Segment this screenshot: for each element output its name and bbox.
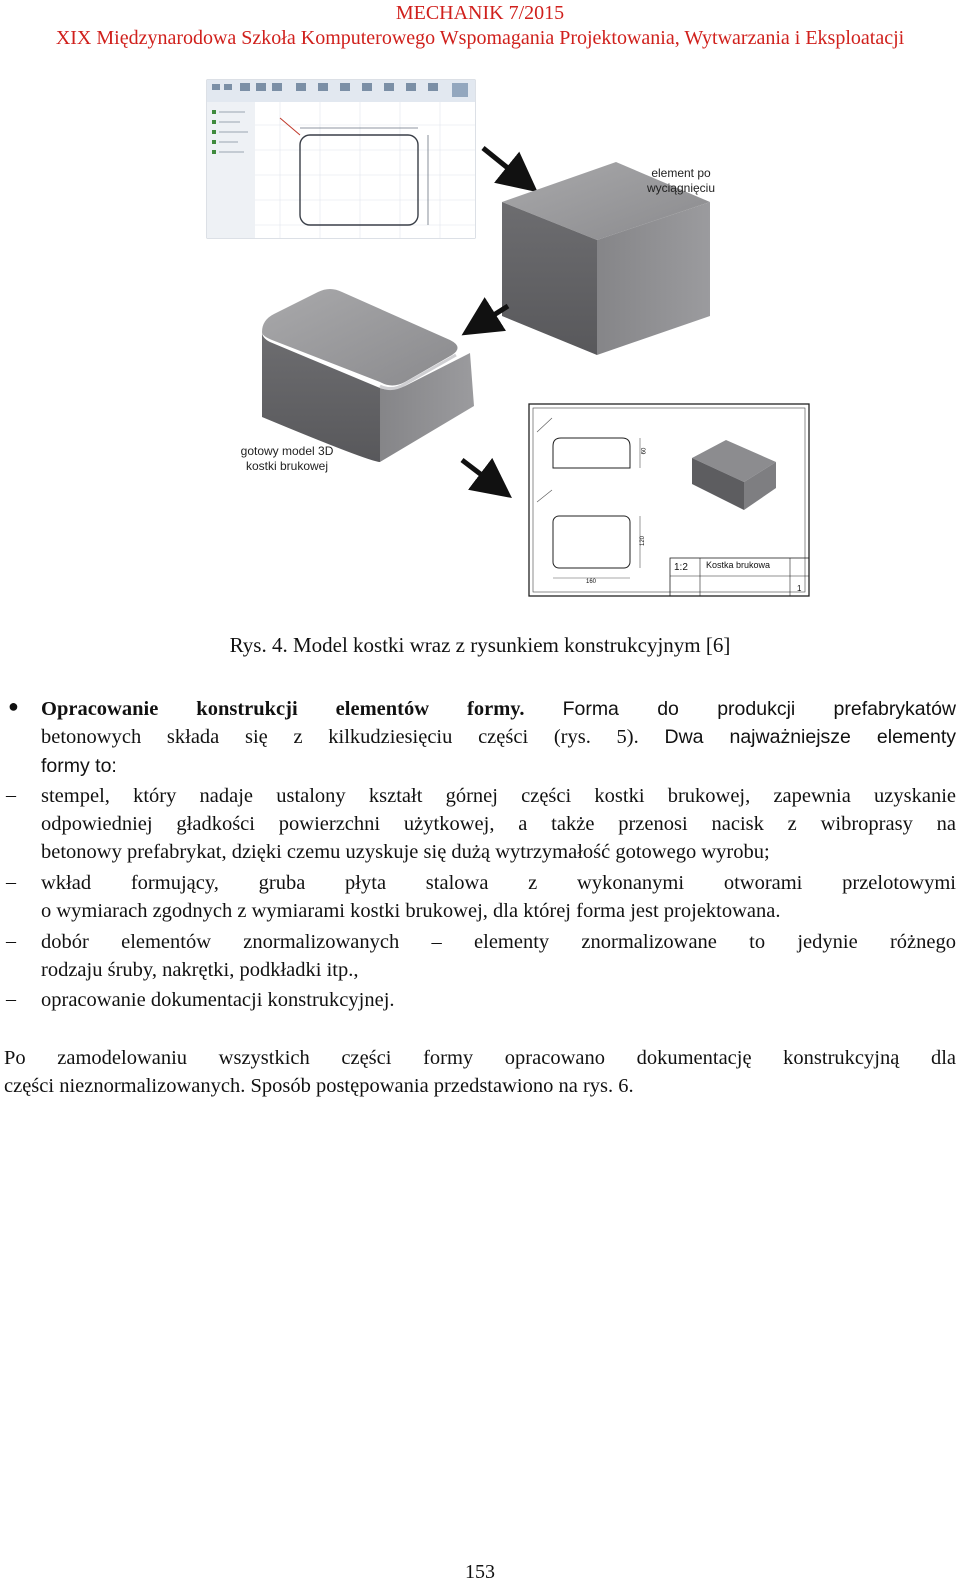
label-extruded: element po wyciągnięciu (646, 166, 716, 195)
list-item-1-line-3: betonowy prefabrykat, dzięki czemu uzyskuje się dużą wytrzymałość gotowego wyrobu; (41, 841, 770, 863)
arrow-drawing (462, 460, 504, 492)
dash-3: – (6, 930, 16, 952)
bullet-marker: ● (8, 696, 19, 716)
rounded-paver-model (262, 289, 474, 462)
arrow-extrude (483, 148, 530, 186)
figure-4 (0, 70, 960, 610)
drawing-title: Kostka brukowa (706, 560, 771, 570)
closing-line-1: Po zamodelowaniu wszystkich części formy opracowano dokumentację konstrukcyjną dla (4, 1047, 956, 1069)
bullet-line-1 (41, 698, 956, 721)
bullet-line-3: formy to: (41, 755, 117, 777)
drawing-scale: 1:2 (674, 562, 688, 573)
page-number: 153 (465, 1561, 495, 1583)
journal-header: MECHANIK 7/2015 (395, 2, 565, 24)
label-finished-model: gotowy model 3D kostki brukowej (240, 444, 334, 473)
dash-4: – (6, 988, 16, 1010)
arrow-fillet (470, 306, 508, 330)
list-item-4-line-1: opracowanie dokumentacji konstrukcyjnej. (41, 989, 395, 1011)
list-item-2-line-2: o wymiarach zgodnych z wymiarami kostki brukowej, dla której forma jest projektowana. (41, 900, 781, 922)
dim-length: 160 (586, 579, 597, 585)
dash-2: – (6, 871, 16, 893)
figure-illustration (0, 70, 960, 610)
closing-line-2: części nieznormalizowanych. Sposób postępowania przedstawiono na rys. 6. (4, 1075, 634, 1097)
list-item-3-line-1: dobór elementów znormalizowanych – elementy znormalizowane to jedynie różnego (41, 931, 956, 953)
cad-screenshot (207, 80, 475, 238)
bullet-line-2 (41, 726, 956, 749)
dim-width: 120 (640, 535, 647, 547)
bullet-line-2-rest: Dwa najważniejsze elementy (664, 726, 957, 748)
list-item-3-line-2: rodzaju śruby, nakrętki, podkładki itp., (41, 959, 359, 981)
drawing-sheet: 1 (797, 584, 802, 593)
dim-height: 60 (641, 447, 648, 455)
conference-header: XIX Międzynarodowa Szkoła Komputerowego Wspomagania Projektowania, Wytwarzania i Eksploatacji (55, 27, 905, 49)
list-item-2-line-1: wkład formujący, gruba płyta stalowa z wykonanymi otworami przelotowymi (41, 872, 956, 894)
bullet-bold-heading: Opracowanie konstrukcji elementów formy. (41, 698, 525, 720)
figure-caption: Rys. 4. Model kostki wraz z rysunkiem konstrukcyjnym [6] (229, 633, 731, 657)
bullet-line-2-text: betonowych składa się z kilkudziesięciu części (rys. 5). (41, 726, 639, 748)
dash-1: – (6, 784, 16, 806)
bullet-line-1-rest: Forma do produkcji prefabrykatów (562, 698, 957, 720)
list-item-1-line-2: odpowiedniej gładkości powierzchni użytkowej, a także przenosi nacisk z wibroprasy na (41, 813, 956, 835)
list-item-1-line-1: stempel, który nadaje ustalony kształt górnej części kostki brukowej, zapewnia uzyskanie (41, 785, 956, 807)
